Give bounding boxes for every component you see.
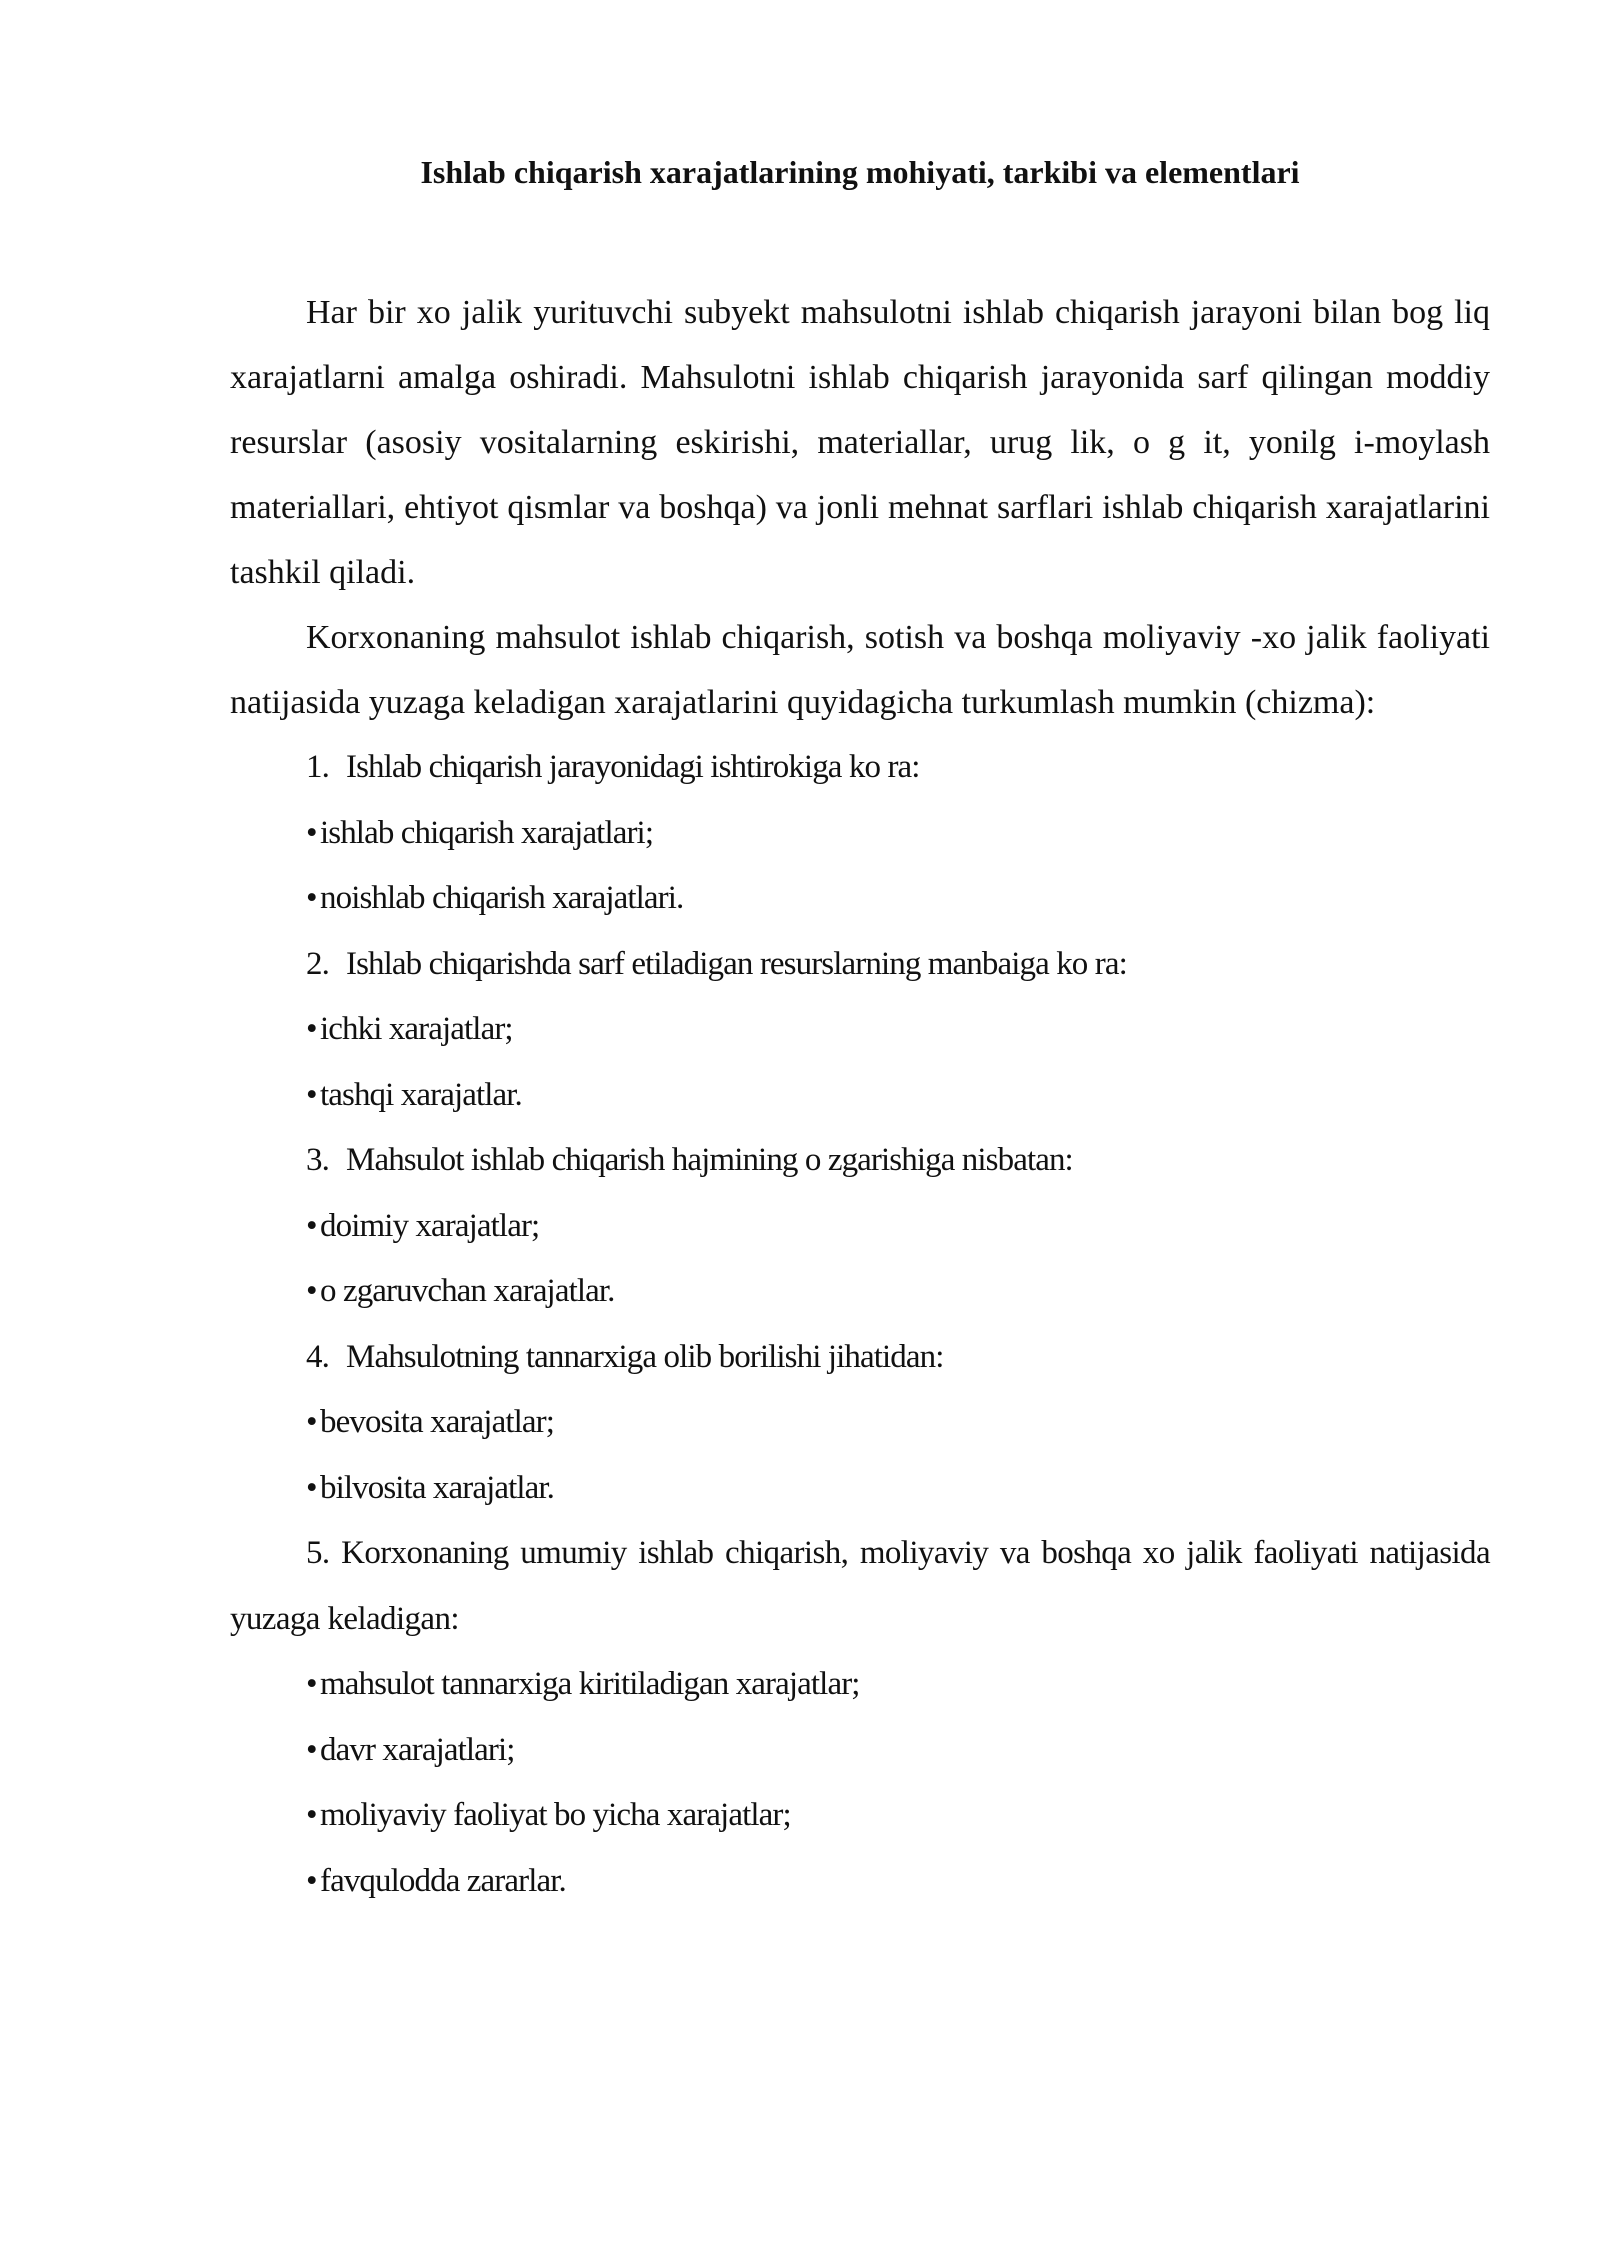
list-item-text: noishlab chiqarish xarajatlari. [320,880,684,916]
list-heading-2 [230,932,1490,998]
list-item [230,866,1490,932]
list-heading-text: Ishlab chiqarish jarayonidagi ishtirokiga ko ra: [346,749,920,785]
list-item [230,1456,1490,1522]
list-heading-text: Mahsulotning tannarxiga olib borilishi jihatidan: [346,1338,944,1375]
list-heading-1 [230,735,1490,801]
bullet-icon: • [306,1207,317,1244]
document-title: Ishlab chiqarish xarajatlarining mohiyati, tarkibi va elementlari [420,154,1300,190]
list-item [230,1849,1490,1915]
bullet-icon: • [306,1273,317,1309]
list-item-text: favqulodda zararlar. [320,1862,566,1899]
bullet-icon: • [306,814,317,851]
list-item [230,1390,1490,1456]
bullet-icon: • [306,1731,317,1768]
list-item-text: tashqi xarajatlar. [320,1076,522,1113]
bullet-icon: • [306,1666,317,1702]
list-number: 2. [306,945,329,982]
list-heading-3 [230,1128,1490,1194]
list-item [230,1063,1490,1129]
bullet-icon: • [306,1076,317,1113]
list-item-text: doimiy xarajatlar; [320,1207,540,1244]
list-heading-5 [230,1521,1490,1652]
list-item-text: mahsulot tannarxiga kiritiladigan xarajatlar; [320,1666,860,1702]
list-number: 3. [306,1142,329,1178]
list-number: 5. [306,1535,330,1571]
paragraph-classification: Korxonaning mahsulot ishlab chiqarish, sotish va boshqa moliyaviy -xo jalik faoliyati natijasida yuzaga keladigan xarajatlarini quyidagicha turkumlash mumkin (chizma): [230,619,1490,721]
bullet-icon: • [306,1469,317,1506]
list-item [230,1194,1490,1260]
list-heading-text: Mahsulot ishlab chiqarish hajmining o zgarishiga nisbatan: [346,1142,1073,1178]
list-item-text: ichki xarajatlar; [320,1011,513,1047]
list-item-text: bevosita xarajatlar; [320,1404,554,1440]
classification-list [230,735,1490,1914]
list-heading-text: Korxonaning umumiy ishlab chiqarish, moliyaviy va boshqa xo jalik faoliyati natijasida yuzaga keladigan: [230,1535,1490,1637]
list-item-text: davr xarajatlari; [320,1731,515,1768]
bullet-icon: • [306,1862,317,1899]
list-heading-text: Ishlab chiqarishda sarf etiladigan resurslarning manbaiga ko ra: [346,945,1127,982]
list-item [230,1259,1490,1325]
list-item-text: o zgaruvchan xarajatlar. [320,1273,615,1309]
list-item [230,1652,1490,1718]
list-item-text: moliyaviy faoliyat bo yicha xarajatlar; [320,1797,791,1833]
list-heading-4 [230,1325,1490,1391]
list-item [230,997,1490,1063]
document-body [230,280,1490,1914]
bullet-icon: • [306,1011,317,1047]
list-item-text: ishlab chiqarish xarajatlari; [320,814,654,851]
paragraph-intro: Har bir xo jalik yurituvchi subyekt mahsulotni ishlab chiqarish jarayoni bilan bog liq xarajatlarni amalga oshiradi. Mahsulotni ishlab chiqarish jarayonida sarf qilingan moddiy resurslar (asosiy vositalarning eskirishi, materiallar, urug lik, o g it, yonilg i-moylash materiallari, ehtiyot qismlar va boshqa) va jonli mehnat sarflari ishlab chiqarish xarajatlarini tashkil qiladi. [230,294,1490,591]
list-item [230,1783,1490,1849]
bullet-icon: • [306,1404,317,1440]
list-number: 4. [306,1338,329,1375]
bullet-icon: • [306,1797,317,1833]
list-item [230,1718,1490,1784]
list-item-text: bilvosita xarajatlar. [320,1469,555,1506]
list-number: 1. [306,749,329,785]
list-item [230,801,1490,867]
bullet-icon: • [306,880,317,916]
